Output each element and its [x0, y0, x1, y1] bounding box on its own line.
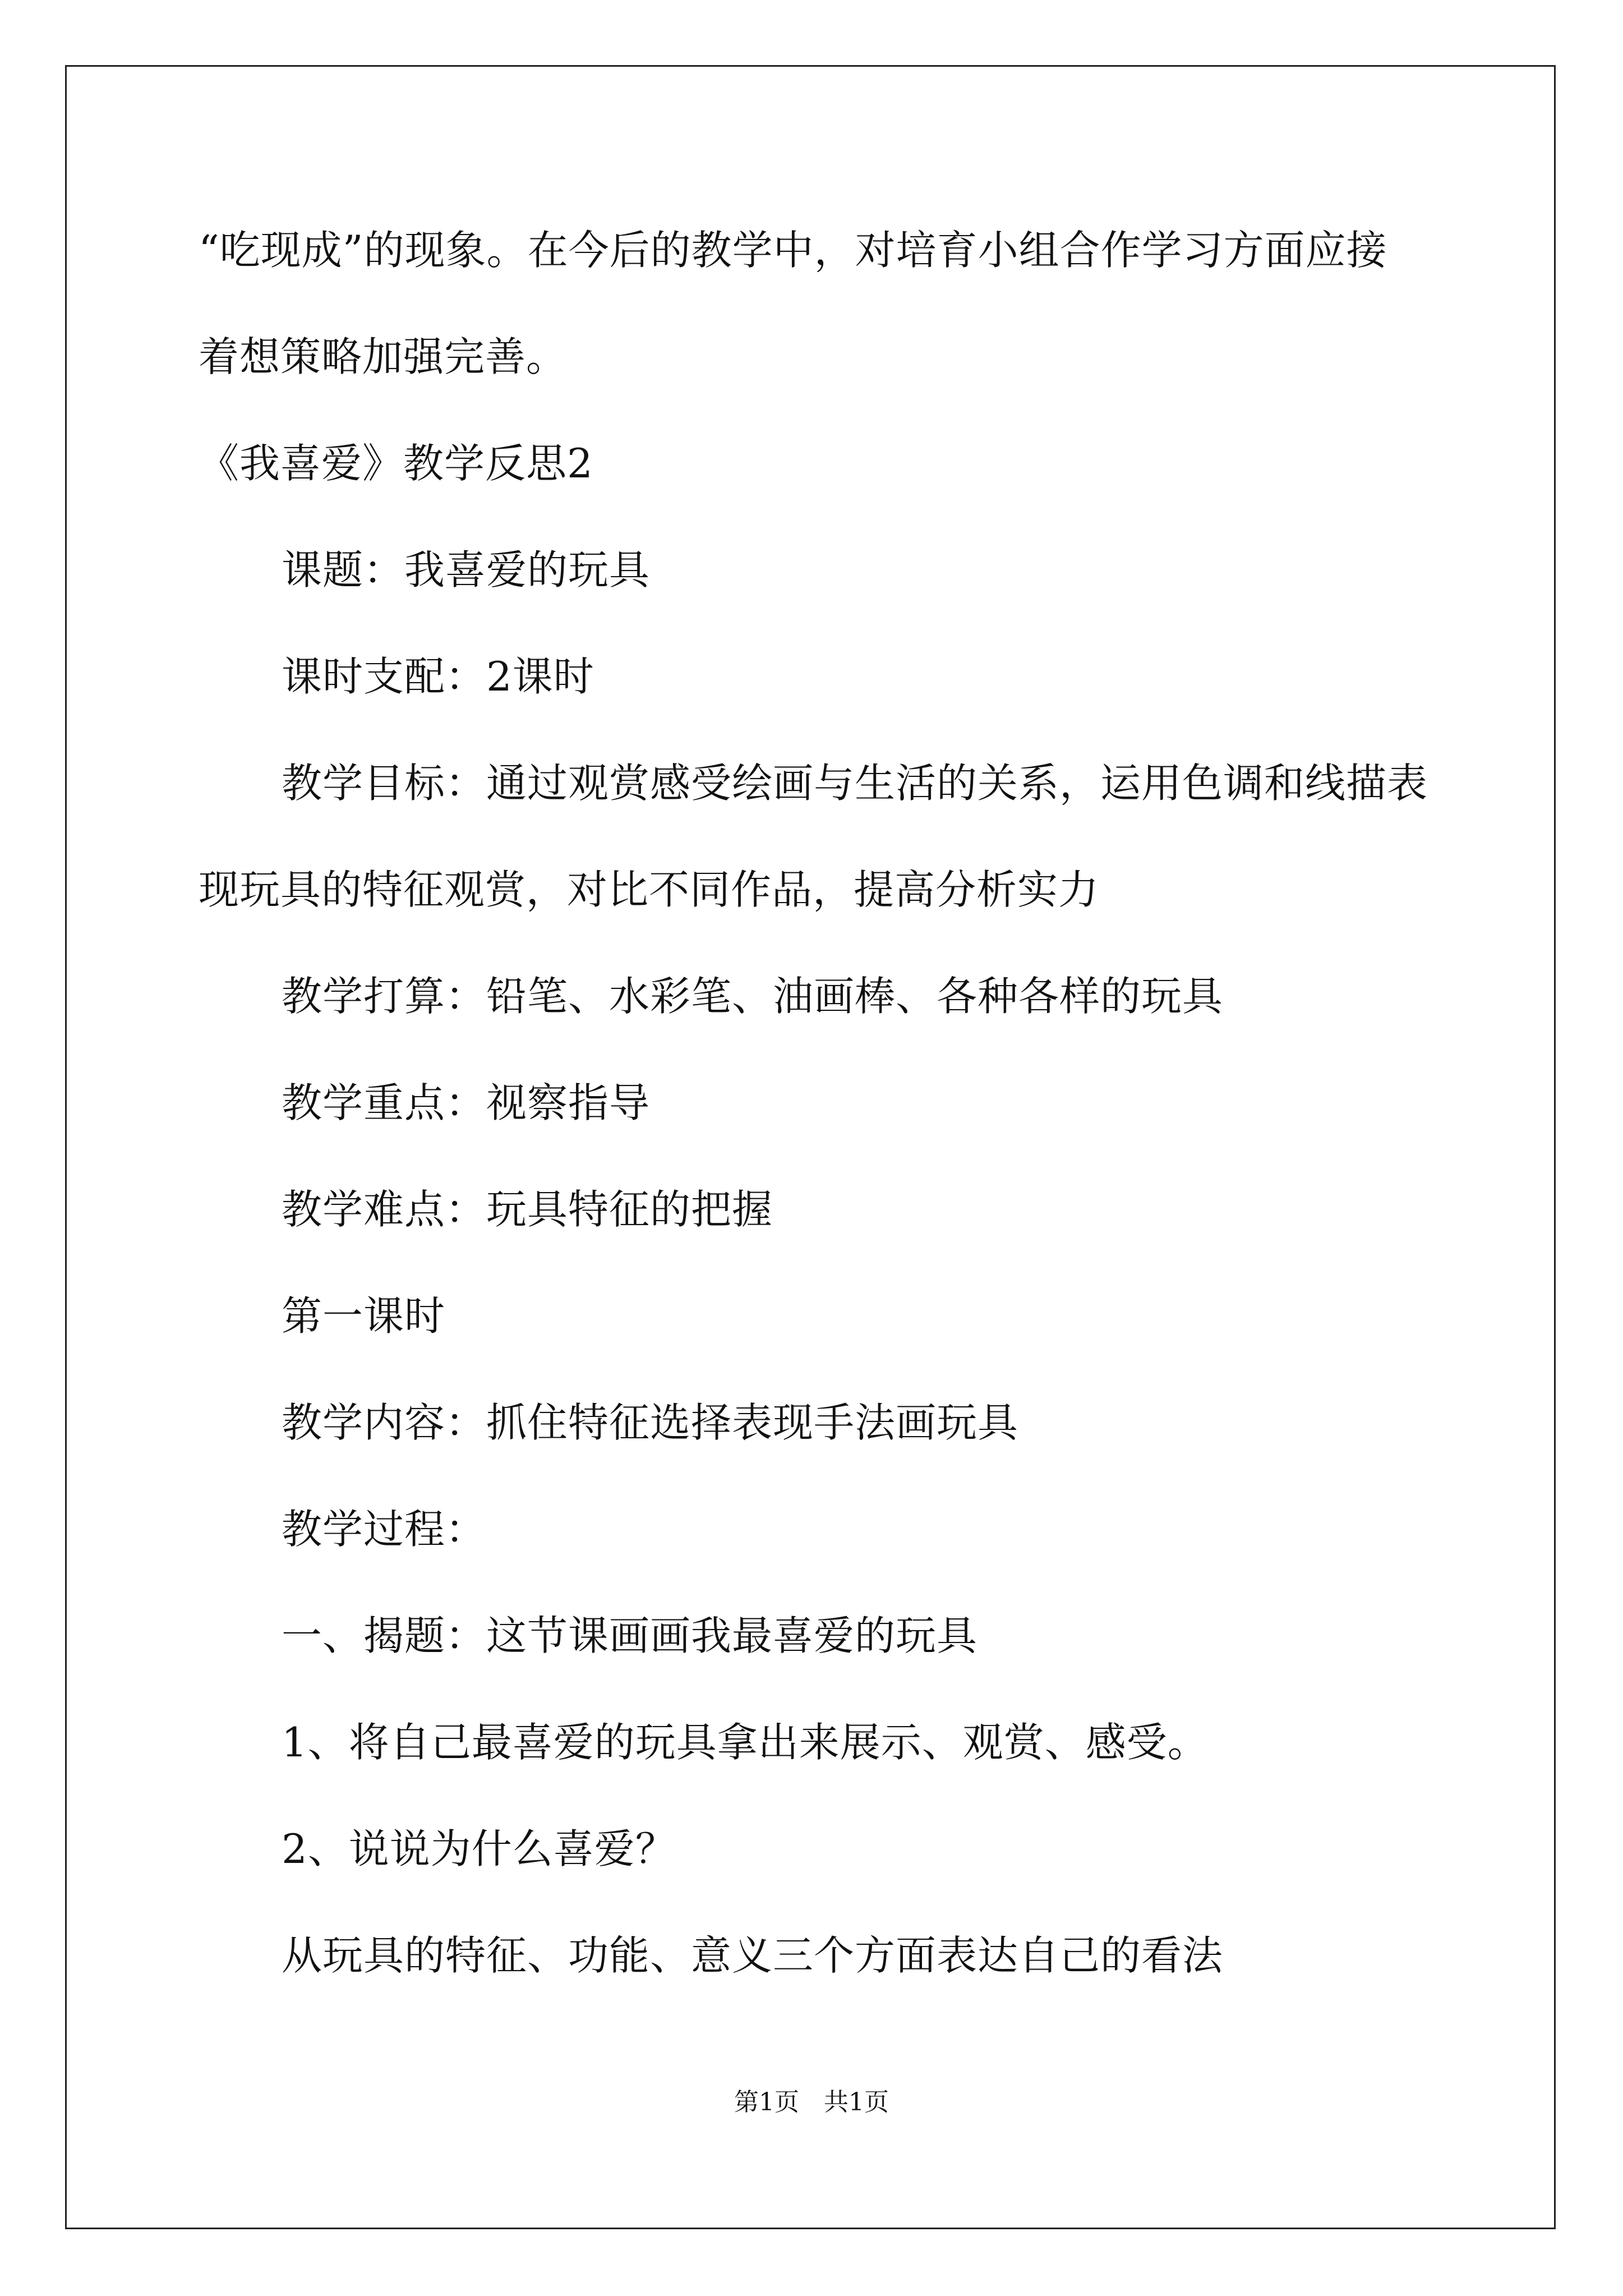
text-line: 从玩具的特征、功能、意义三个方面表达自己的看法	[282, 1932, 1224, 1979]
text-line: “吃现成”的现象。在今后的教学中，对培育小组合作学习方面应接	[199, 227, 1387, 274]
text-line: 教学重点：视察指导	[282, 1079, 651, 1126]
page-border	[65, 65, 1556, 2229]
section-heading: 《我喜爱》教学反思2	[199, 440, 593, 487]
text-line: 1、将自己最喜爱的玩具拿出来展示、观赏、感受。	[282, 1719, 1209, 1766]
text-line: 教学难点：玩具特征的把握	[282, 1186, 773, 1233]
text-line: 着想策略加强完善。	[199, 333, 568, 380]
text-line: 第一课时	[282, 1292, 446, 1340]
text-line: 课题：我喜爱的玩具	[282, 546, 651, 593]
text-line: 课时支配：2课时	[282, 653, 594, 700]
text-line: 2、说说为什么喜爱？	[282, 1825, 676, 1872]
text-line: 教学内容：抓住特征选择表现手法画玩具	[282, 1399, 1019, 1446]
text-line: 现玩具的特征观赏，对比不同作品，提高分析实力	[199, 866, 1100, 913]
text-line: 教学过程：	[282, 1506, 487, 1553]
text-line: 一、揭题：这节课画画我最喜爱的玩具	[282, 1612, 978, 1659]
text-line: 教学打算：铅笔、水彩笔、油画棒、各种各样的玩具	[282, 973, 1224, 1020]
text-line: 教学目标：通过观赏感受绘画与生活的关系，运用色调和线描表	[282, 760, 1428, 807]
page-footer: 第1页 共1页	[734, 2088, 889, 2116]
